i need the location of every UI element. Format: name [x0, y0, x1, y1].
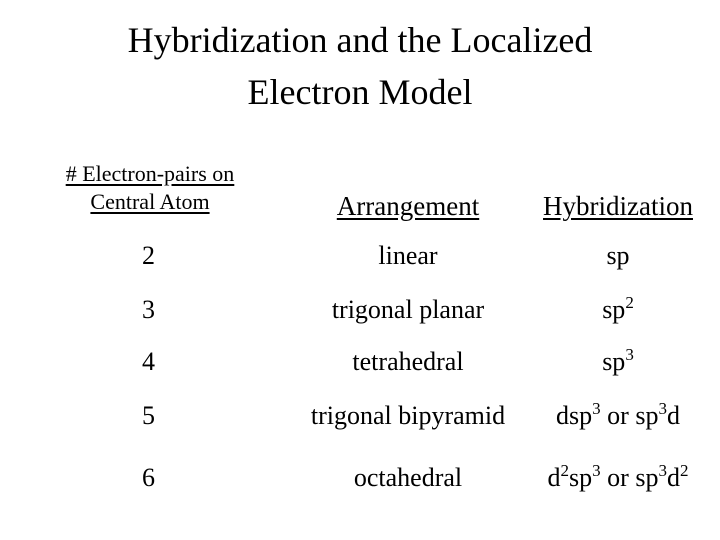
- hybridization-text: dsp: [556, 401, 593, 430]
- hybridization-text: d: [666, 463, 680, 492]
- hybridization-text: sp: [606, 241, 630, 270]
- table-row: [0, 342, 720, 382]
- hybridization-text: d: [547, 463, 561, 492]
- hybridization-superscript: 3: [658, 399, 667, 418]
- hybridization-cell: [508, 236, 720, 276]
- arrangement-cell: linear: [378, 241, 438, 270]
- hybridization-superscript: 2: [679, 461, 689, 480]
- hybridization-cell: [508, 458, 720, 498]
- header-hybridization: Hybridization: [543, 191, 693, 221]
- header-electron-pairs-line-1: # Electron-pairs on: [65, 161, 235, 186]
- hybridization-text: sp: [569, 463, 593, 492]
- hybridization-superscript: 3: [592, 461, 601, 480]
- hybridization-superscript: 3: [592, 399, 601, 418]
- slide-title: [0, 14, 720, 118]
- hybridization-cell: [508, 342, 720, 382]
- hybridization-superscript: 2: [560, 461, 570, 480]
- arrangement-cell: octahedral: [353, 463, 463, 492]
- table-row: [0, 236, 720, 276]
- table-row: [0, 290, 720, 330]
- slide-title-line-2: Electron Model: [247, 72, 473, 112]
- arrangement-cell: trigonal planar: [331, 295, 485, 324]
- hybridization-cell: [508, 290, 720, 330]
- hybridization-superscript: 3: [625, 345, 634, 364]
- electron-pairs-cell: 2: [142, 241, 155, 270]
- electron-pairs-cell: 3: [142, 295, 155, 324]
- hybridization-text: sp: [602, 347, 626, 376]
- arrangement-cell: tetrahedral: [352, 347, 464, 376]
- hybridization-text: d: [666, 401, 680, 430]
- slide-title-line-1: Hybridization and the Localized: [127, 20, 593, 60]
- hybridization-cell: [508, 396, 720, 436]
- table-row: [0, 458, 720, 498]
- arrangement-cell: trigonal bipyramid: [310, 401, 506, 430]
- table-row: [0, 396, 720, 436]
- hybridization-text: or sp: [600, 401, 659, 430]
- electron-pairs-cell: 6: [142, 463, 155, 492]
- hybridization-superscript: 3: [658, 461, 667, 480]
- header-arrangement: Arrangement: [336, 191, 480, 221]
- electron-pairs-cell: 4: [142, 347, 155, 376]
- hybridization-text: sp: [602, 295, 626, 324]
- hybridization-text: or sp: [600, 463, 659, 492]
- electron-pairs-cell: 5: [142, 401, 155, 430]
- header-electron-pairs: [30, 160, 270, 216]
- header-electron-pairs-line-2: Central Atom: [90, 189, 210, 214]
- hybridization-superscript: 2: [625, 293, 634, 312]
